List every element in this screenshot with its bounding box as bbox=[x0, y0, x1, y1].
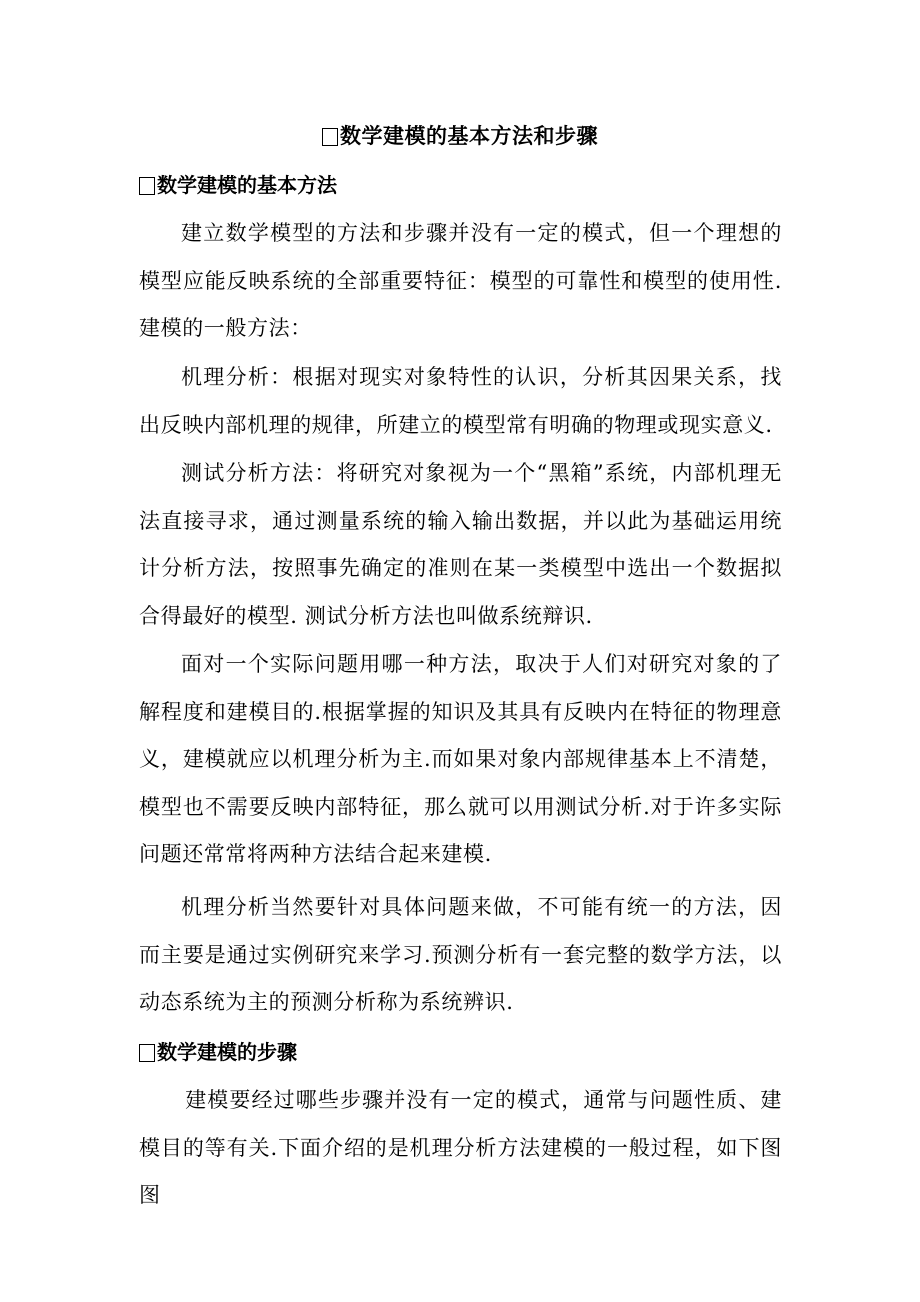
section-heading-basic-methods bbox=[139, 169, 337, 201]
missing-glyph-box-icon bbox=[139, 177, 155, 195]
paragraph-steps-intro: 建模要经过哪些步骤并没有一定的模式，通常与问题性质、建模目的等有关.下面介绍的是机理分析方法建模的一般过程，如下图图 bbox=[139, 1088, 782, 1208]
section-heading-steps bbox=[139, 1036, 297, 1068]
section-heading-text: 数学建模的步骤 bbox=[157, 1040, 297, 1064]
missing-glyph-box-icon bbox=[322, 128, 338, 146]
document-title-text: 数学建模的基本方法和步骤 bbox=[340, 124, 598, 148]
section-heading-text: 数学建模的基本方法 bbox=[157, 173, 337, 197]
paragraph-mechanism-learning: 机理分析当然要针对具体问题来做，不可能有统一的方法，因而主要是通过实例研究来学习.预测分析有一套完整的数学方法，以动态系统为主的预测分析称为系统辨识. bbox=[139, 895, 782, 1015]
paragraph-intro: 建立数学模型的方法和步骤并没有一定的模式，但一个理想的模型应能反映系统的全部重要特征：模型的可靠性和模型的使用性.建模的一般方法： bbox=[139, 221, 782, 341]
paragraph-test-analysis: 测试分析方法：将研究对象视为一个“黑箱”系统，内部机理无法直接寻求，通过测量系统的输入输出数据，并以此为基础运用统计分析方法，按照事先确定的准则在某一类模型中选出一个数据拟合得最好的模型. 测试分析方法也叫做系统辩识. bbox=[139, 461, 782, 628]
document-title bbox=[0, 120, 920, 152]
paragraph-mechanism-analysis: 机理分析：根据对现实对象特性的认识，分析其因果关系，找出反映内部机理的规律，所建立的模型常有明确的物理或现实意义. bbox=[139, 365, 782, 437]
missing-glyph-box-icon bbox=[139, 1044, 155, 1062]
paragraph-method-choice: 面对一个实际问题用哪一种方法，取决于人们对研究对象的了解程度和建模目的.根据掌握的知识及其具有反映内在特征的物理意义，建模就应以机理分析为主.而如果对象内部规律基本上不清楚，模型也不需要反映内部特征，那么就可以用测试分析.对于许多实际问题还常常将两种方法结合起来建模. bbox=[139, 652, 782, 867]
